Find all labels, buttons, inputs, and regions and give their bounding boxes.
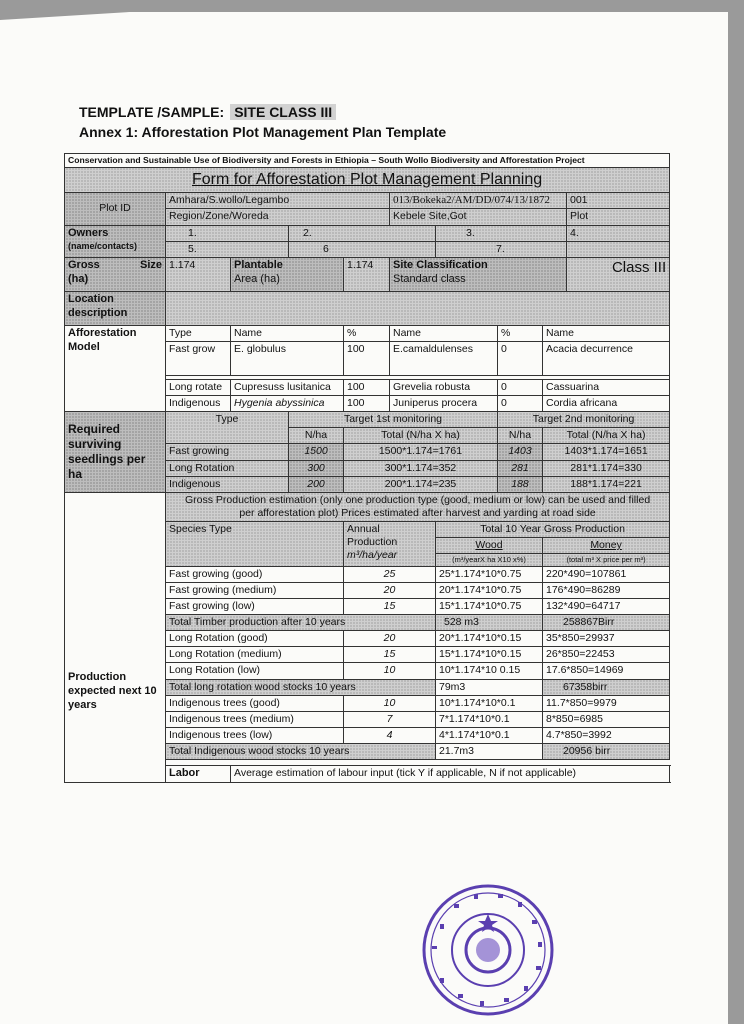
prod-long-good-wood: 20*1.174*10*0.15 xyxy=(436,631,543,647)
aff-long-name-1: Cupresuss lusitanica xyxy=(231,379,344,395)
afforestation-model-label: Afforestation Model xyxy=(65,325,166,411)
production-note xyxy=(166,492,670,521)
aff-header-type: Type xyxy=(166,325,231,341)
prod-fast-low: Fast growing (low) xyxy=(166,598,344,614)
project-title: Conservation and Sustainable Use of Biodiversity and Forests in Ethiopia – South Wollo Biodiversity and Afforestation Project xyxy=(65,154,670,168)
prod-fast-good: Fast growing (good) xyxy=(166,566,344,582)
prod-long-medium-annual: 15 xyxy=(344,647,436,663)
seedling-long-t2-total: 281*1.174=330 xyxy=(543,460,670,476)
annual-word: Annual xyxy=(347,523,380,536)
official-seal-icon xyxy=(418,880,558,1020)
site-class-title: Site Classification xyxy=(393,258,488,271)
total-indig-label: Total Indigenous wood stocks 10 years xyxy=(166,744,436,760)
plot-id-label: Plot ID xyxy=(65,192,166,225)
region-value: Amhara/S.wollo/Legambo xyxy=(166,192,390,209)
total-long-label: Total long rotation wood stocks 10 years xyxy=(166,679,436,695)
seedling-fast-t2-total: 1403*1.174=1651 xyxy=(543,444,670,460)
annual-unit: m³/ha/year xyxy=(347,549,398,562)
plot-value: 001 xyxy=(567,192,670,209)
total-timber-money: 258867Birr xyxy=(543,615,670,631)
prod-long-medium-money: 26*850=22453 xyxy=(543,647,670,663)
seedling-fast-t1-nha: 1500 xyxy=(289,444,344,460)
owner-7: 7. xyxy=(436,241,567,257)
production-word: Production xyxy=(347,536,398,549)
prod-long-low-annual: 10 xyxy=(344,663,436,679)
site-classification-label xyxy=(390,257,567,291)
total-timber-label: Total Timber production after 10 years xyxy=(166,615,436,631)
seedling-long-t2-nha: 281 xyxy=(498,460,543,476)
prod-fast-low-annual: 15 xyxy=(344,598,436,614)
aff-header-name-1: Name xyxy=(231,325,344,341)
aff-type-long: Long rotate xyxy=(166,379,231,395)
target-2-nha-header: N/ha xyxy=(498,428,543,444)
owners-title: Owners xyxy=(68,226,109,239)
plantable-area-label xyxy=(231,257,344,291)
owner-3: 3. xyxy=(436,225,567,241)
seedling-indig-t1-nha: 200 xyxy=(289,476,344,492)
total-long-money: 67358birr xyxy=(543,679,670,695)
kebele-caption: Kebele Site,Got xyxy=(390,209,567,225)
prod-fast-medium-wood: 20*1.174*10*0.75 xyxy=(436,582,543,598)
owners-sub: (name/contacts) xyxy=(68,241,138,252)
template-label: TEMPLATE /SAMPLE: xyxy=(79,104,225,120)
labor-label: Labor xyxy=(166,766,231,783)
prod-fast-good-wood: 25*1.174*10*0.75 xyxy=(436,566,543,582)
aff-indig-pct-1: 100 xyxy=(344,396,390,412)
prod-fast-low-money: 132*490=64717 xyxy=(543,598,670,614)
prod-indig-medium: Indigenous trees (medium) xyxy=(166,711,344,727)
owner-4: 4. xyxy=(567,225,670,241)
seedling-type-long: Long Rotation xyxy=(166,460,289,476)
prod-indig-good-annual: 10 xyxy=(344,695,436,711)
aff-header-pct-1: % xyxy=(344,325,390,341)
plot-caption: Plot xyxy=(567,209,670,225)
prod-long-low: Long Rotation (low) xyxy=(166,663,344,679)
total-indig-wood: 21.7m3 xyxy=(436,744,543,760)
aff-fast-name-1: E. globulus xyxy=(231,341,344,375)
prod-indig-low-annual: 4 xyxy=(344,727,436,743)
seedling-indig-t2-total: 188*1.174=221 xyxy=(543,476,670,492)
prod-fast-medium: Fast growing (medium) xyxy=(166,582,344,598)
prod-fast-low-wood: 15*1.174*10*0.75 xyxy=(436,598,543,614)
gross-word: Gross xyxy=(68,258,100,271)
site-class-value: Class III xyxy=(567,257,670,291)
total-10-year-header: Total 10 Year Gross Production xyxy=(436,522,670,538)
region-caption: Region/Zone/Woreda xyxy=(166,209,390,225)
site-class-sub: Standard class xyxy=(393,272,466,285)
prod-indig-low-wood: 4*1.174*10*0.1 xyxy=(436,727,543,743)
aff-fast-name-3: Acacia decurrence xyxy=(543,341,670,375)
total-timber-wood: 528 m3 xyxy=(436,615,543,631)
gross-size-value: 1.174 xyxy=(166,257,231,291)
target-1-header: Target 1st monitoring xyxy=(289,412,498,428)
prod-fast-good-annual: 25 xyxy=(344,566,436,582)
wood-sub-header: (m³/yearX ha X10 x%) xyxy=(436,554,543,566)
prod-indig-low-money: 4.7*850=3992 xyxy=(543,727,670,743)
owner-empty xyxy=(567,241,670,257)
aff-indig-name-1: Hygenia abyssinica xyxy=(231,396,344,412)
owner-1: 1. xyxy=(166,225,289,241)
plantable-word: Plantable xyxy=(234,258,283,271)
seedling-indig-t1-total: 200*1.174=235 xyxy=(344,476,498,492)
ha-word: (ha) xyxy=(68,272,89,285)
template-heading xyxy=(79,104,336,120)
species-type-header: Species Type xyxy=(166,522,344,567)
aff-header-name-2: Name xyxy=(390,325,498,341)
owner-5: 5. xyxy=(166,241,289,257)
aff-indig-name-3: Cordia africana xyxy=(543,396,670,412)
plantable-sub: Area (ha) xyxy=(234,272,280,285)
site-class-highlight: SITE CLASS III xyxy=(230,104,336,120)
aff-fast-name-2: E.camaldulenses xyxy=(390,341,498,375)
prod-long-low-wood: 10*1.174*10 0.15 xyxy=(436,663,543,679)
seedling-type-fast: Fast growing xyxy=(166,444,289,460)
prod-indig-good-wood: 10*1.174*10*0.1 xyxy=(436,695,543,711)
prod-indig-good-money: 11.7*850=9979 xyxy=(543,695,670,711)
owner-6: 6 xyxy=(289,241,436,257)
seedling-indig-t2-nha: 188 xyxy=(498,476,543,492)
location-label: Location description xyxy=(65,291,166,325)
seedling-long-t1-nha: 300 xyxy=(289,460,344,476)
prod-indig-medium-wood: 7*1.174*10*0.1 xyxy=(436,711,543,727)
aff-indig-pct-2: 0 xyxy=(498,396,543,412)
labor-text: Average estimation of labour input (tick Y if applicable, N if not applicable) xyxy=(231,766,670,783)
total-indig-money: 20956 birr xyxy=(543,744,670,760)
aff-type-fast: Fast grow xyxy=(166,341,231,375)
aff-long-pct-1: 100 xyxy=(344,379,390,395)
prod-indig-medium-annual: 7 xyxy=(344,711,436,727)
production-note-line-2: per afforestation plot) Prices estimated after harvest and yarding at road side xyxy=(239,506,596,519)
aff-long-name-2: Grevelia robusta xyxy=(390,379,498,395)
target-2-header: Target 2nd monitoring xyxy=(498,412,670,428)
prod-fast-medium-annual: 20 xyxy=(344,582,436,598)
prod-indig-low: Indigenous trees (low) xyxy=(166,727,344,743)
seedlings-type-header: Type xyxy=(166,412,289,444)
plan-form-table xyxy=(64,153,670,783)
target-1-total-header: Total (N/ha X ha) xyxy=(344,428,498,444)
prod-indig-medium-money: 8*850=6985 xyxy=(543,711,670,727)
prod-long-low-money: 17.6*850=14969 xyxy=(543,663,670,679)
target-2-total-header: Total (N/ha X ha) xyxy=(543,428,670,444)
annual-production-header xyxy=(344,522,436,567)
size-word: Size xyxy=(139,258,162,271)
aff-type-indig: Indigenous xyxy=(166,396,231,412)
wood-header: Wood xyxy=(436,538,543,554)
prod-indig-good: Indigenous trees (good) xyxy=(166,695,344,711)
money-header: Money xyxy=(543,538,670,554)
aff-long-name-3: Cassuarina xyxy=(543,379,670,395)
prod-long-medium: Long Rotation (medium) xyxy=(166,647,344,663)
aff-header-pct-2: % xyxy=(498,325,543,341)
owner-2: 2. xyxy=(289,225,436,241)
aff-header-name-3: Name xyxy=(543,325,670,341)
prod-fast-medium-money: 176*490=86289 xyxy=(543,582,670,598)
owners-label xyxy=(65,225,166,257)
total-long-wood: 79m3 xyxy=(436,679,543,695)
aff-fast-pct-2: 0 xyxy=(498,341,543,375)
aff-fast-pct-1: 100 xyxy=(344,341,390,375)
seedling-long-t1-total: 300*1.174=352 xyxy=(344,460,498,476)
kebele-value: 013/Bokeka2/AM/DD/074/13/1872 xyxy=(390,192,567,209)
prod-fast-good-money: 220*490=107861 xyxy=(543,566,670,582)
annex-title: Annex 1: Afforestation Plot Management Plan Template xyxy=(79,124,447,140)
target-1-nha-header: N/ha xyxy=(289,428,344,444)
aff-long-pct-2: 0 xyxy=(498,379,543,395)
money-sub-header: (total m³ X price per m³) xyxy=(543,554,670,566)
gross-size-label xyxy=(65,257,166,291)
seedling-fast-t1-total: 1500*1.174=1761 xyxy=(344,444,498,460)
seedling-fast-t2-nha: 1403 xyxy=(498,444,543,460)
location-value xyxy=(166,291,670,325)
prod-long-good-annual: 20 xyxy=(344,631,436,647)
form-title: Form for Afforestation Plot Management Planning xyxy=(65,167,670,192)
production-note-line-1: Gross Production estimation (only one production type (good, medium or low) can be used and filled xyxy=(184,493,651,506)
seedling-type-indig: Indigenous xyxy=(166,476,289,492)
aff-indig-name-2: Juniperus procera xyxy=(390,396,498,412)
prod-long-good: Long Rotation (good) xyxy=(166,631,344,647)
plantable-area-value: 1.174 xyxy=(344,257,390,291)
production-label: Production expected next 10 years xyxy=(65,492,166,782)
prod-long-medium-wood: 15*1.174*10*0.15 xyxy=(436,647,543,663)
seedlings-label: Required surviving seedlings per ha xyxy=(65,412,166,493)
prod-long-good-money: 35*850=29937 xyxy=(543,631,670,647)
